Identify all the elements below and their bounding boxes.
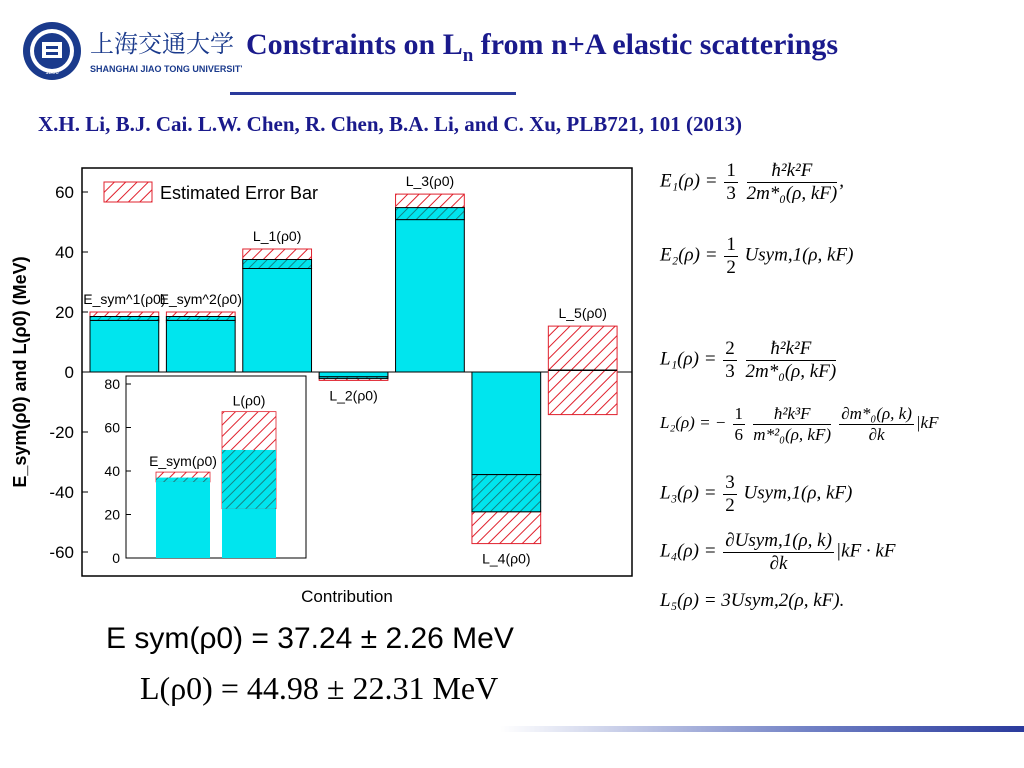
inset-cyan-hatch-band xyxy=(156,478,210,482)
data-bar xyxy=(396,220,465,372)
data-bar xyxy=(90,320,159,372)
x-axis-label: Contribution xyxy=(301,587,393,606)
bar-label: L_3(ρ0) xyxy=(405,173,455,190)
esym-result: E sym(ρ0) = 37.24 ± 2.26 MeV xyxy=(106,622,514,655)
legend-label: Estimated Error Bar xyxy=(160,183,319,203)
bar-label: L_5(ρ0) xyxy=(558,305,607,322)
y-tick-label: -40 xyxy=(49,483,74,502)
legend-swatch xyxy=(104,182,152,202)
y-tick-label: 40 xyxy=(55,243,74,262)
inset-y-tick-label: 0 xyxy=(112,550,120,566)
bar-label: E_sym^1(ρ0) xyxy=(83,291,166,307)
logo-english-name: SHANGHAI JIAO TONG UNIVERSITY xyxy=(90,64,242,74)
cyan-hatch-band xyxy=(90,317,159,321)
university-logo xyxy=(22,18,242,84)
cyan-hatch-band xyxy=(396,208,465,220)
inset-bar-label: E_sym(ρ0) xyxy=(149,453,217,470)
y-tick-label: -20 xyxy=(49,423,74,442)
equation-l5: L₅(ρ) = 3Usym,2(ρ, kF). xyxy=(660,590,845,611)
cyan-hatch-band xyxy=(243,260,312,269)
bar-chart xyxy=(0,160,640,610)
logo-chinese-name: 上海交通大学 xyxy=(90,30,234,58)
data-bar xyxy=(472,372,541,475)
bar-label: L_1(ρ0) xyxy=(252,228,302,244)
inset-y-tick-label: 80 xyxy=(104,376,120,392)
y-tick-label: 20 xyxy=(55,303,74,322)
citation: X.H. Li, B.J. Cai. L.W. Chen, R. Chen, B.A. Li, and C. Xu, PLB721, 101 (2013) xyxy=(38,112,742,136)
equation-l4: L₄(ρ) = $\frac{\text{∂Usym,1(ρ, k)}}{\partial k}$ |kF · kF xyxy=(660,530,896,574)
inset-cyan-hatch-band xyxy=(222,450,276,509)
inset-bar xyxy=(156,482,210,558)
inset-y-tick-label: 60 xyxy=(104,419,120,436)
y-axis-label: E_sym(ρ0) and L(ρ0) (MeV) xyxy=(10,256,30,488)
l-result: L(ρ0) = 44.98 ± 22.31 MeV xyxy=(140,670,499,706)
footer-gradient-bar xyxy=(500,726,1024,732)
equation-e1: E₁(ρ) = $\frac{1}{3}$ $\frac{\text{ħ²k²F}}{\text{2m*₀(ρ, kF)}}$ , xyxy=(660,160,844,204)
cyan-hatch-band xyxy=(319,377,388,379)
error-band xyxy=(472,512,541,544)
data-bar xyxy=(243,269,312,373)
bar-label: E_sym^2(ρ0) xyxy=(159,291,242,307)
bar-label: L_2(ρ0) xyxy=(329,387,378,404)
y-tick-label: 60 xyxy=(55,183,74,202)
equation-l2: L₂(ρ) = − $\frac{1}{6}$ $\frac{\text{ħ²k³F}}{\text{m*²₀(ρ, kF)}}$ $\frac{\text{∂m*₀(ρ, k)}}{\partial k}$ |kF xyxy=(660,404,939,444)
inset-y-tick-label: 20 xyxy=(104,506,120,523)
slide-title: Constraints on $L_n$ from n+A elastic scatterings xyxy=(246,28,839,66)
cyan-hatch-band xyxy=(472,475,541,512)
y-tick-label: 0 xyxy=(64,363,74,382)
title-underline xyxy=(230,92,516,95)
cyan-hatch-band xyxy=(166,317,235,321)
data-bar xyxy=(166,320,235,372)
inset-y-tick-label: 40 xyxy=(104,463,120,479)
data-bar xyxy=(319,372,388,377)
inset-bar-label: L(ρ0) xyxy=(232,392,266,409)
bar-label: L_4(ρ0) xyxy=(482,550,531,567)
y-tick-label: -60 xyxy=(49,543,74,562)
equation-e2: E₂(ρ) = $\frac{1}{2}$ Usym,1(ρ, kF) xyxy=(660,234,854,278)
equation-l3: L₃(ρ) = $\frac{3}{2}$ Usym,1(ρ, kF) xyxy=(660,472,853,516)
equation-l1: L₁(ρ) = $\frac{2}{3}$ $\frac{\text{ħ²k²F}}{\text{2m*₀(ρ, kF)}}$ xyxy=(660,338,837,382)
logo-year: 1896 xyxy=(45,70,59,76)
inset-bar xyxy=(222,509,276,558)
